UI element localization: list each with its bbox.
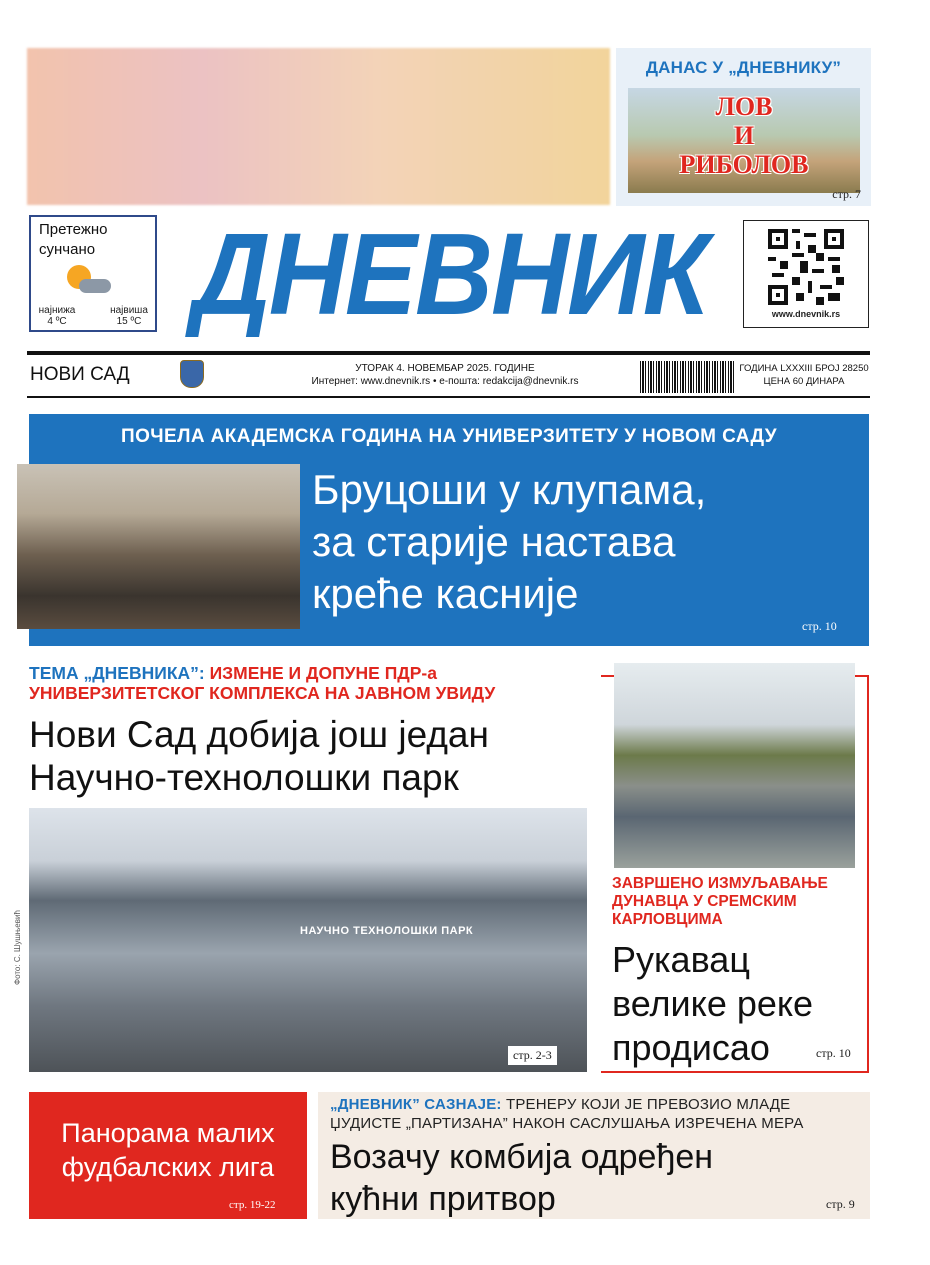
promo-word-3: РИБОЛОВ — [679, 150, 809, 179]
story2-headline[interactable] — [29, 713, 599, 799]
sports-teaser-headline — [37, 1116, 299, 1184]
cloud-icon — [79, 279, 111, 293]
issue-price: ЦЕНА 60 ДИНАРА — [763, 376, 845, 387]
weather-line-2: сунчано — [39, 241, 96, 258]
sports-teaser-page: стр. 19-22 — [229, 1199, 276, 1211]
story4-kicker-label: „ДНЕВНИК” САЗНАЈЕ: — [330, 1096, 506, 1113]
qr-code-icon — [768, 229, 844, 305]
story3-headline-line: Рукавац — [612, 939, 750, 980]
lecture-hall-photo — [17, 464, 300, 629]
promo-word-1: ЛОВ — [715, 92, 773, 121]
city-label: НОВИ САД — [30, 364, 130, 385]
weather-max — [107, 305, 151, 327]
promo-box[interactable] — [616, 48, 871, 206]
photo-credit: Фото: С. Шушњевић — [13, 910, 22, 985]
qr-code-box[interactable] — [743, 220, 869, 328]
story4[interactable] — [318, 1092, 870, 1219]
divider-bottom — [27, 396, 870, 398]
story2-headline-line: Научно-технолошки парк — [29, 757, 459, 798]
story4-headline-line: Возачу комбија одређен — [330, 1138, 714, 1176]
issue-block — [737, 362, 871, 388]
story4-kicker-text: ТРЕНЕРУ КОЈИ ЈЕ ПРЕВОЗИО МЛАДЕ ЏУДИСТЕ „ПАРТИЗАНА” НАКОН САСЛУШАЊА ИЗРЕЧЕНА МЕРА — [330, 1096, 804, 1132]
date-block — [300, 362, 590, 388]
story4-page: стр. 9 — [826, 1197, 855, 1211]
main-headline-line: за старије настава — [312, 518, 676, 565]
sports-headline-line: Панорама малих — [61, 1118, 275, 1148]
main-story-headline[interactable] — [312, 464, 862, 620]
sports-headline-line: фудбалских лига — [61, 1152, 275, 1182]
story2-page: стр. 2-3 — [508, 1046, 557, 1065]
weather-box — [29, 215, 157, 332]
story2-kicker — [29, 663, 589, 703]
contact-line: Интернет: www.dnevnik.rs • е-пошта: redakcija@dnevnik.rs — [311, 376, 579, 387]
main-story-kicker: ПОЧЕЛА АКАДЕМСКА ГОДИНА НА УНИВЕРЗИТЕТУ У НОВОМ САДУ — [121, 426, 777, 447]
main-headline-line: креће касније — [312, 570, 579, 617]
science-park-photo — [29, 808, 587, 1072]
story4-kicker — [330, 1095, 865, 1133]
website-url: www.dnevnik.rs — [771, 309, 841, 319]
issue-number: ГОДИНА LXXXIII БРОЈ 28250 — [739, 363, 869, 374]
story3-page: стр. 10 — [816, 1046, 851, 1060]
story2-kicker-text: ИЗМЕНЕ И ДОПУНЕ ПДР-а УНИВЕРЗИТЕТСКОГ КОМПЛЕКСА НА ЈАВНОМ УВИДУ — [29, 663, 496, 703]
city-crest-icon — [180, 360, 204, 388]
building-sign: НАУЧНО ТЕХНОЛОШКИ ПАРК — [300, 925, 474, 937]
weather-line-1: Претежно — [39, 221, 108, 238]
weather-max-label: највиша — [110, 305, 148, 316]
issue-date: УТОРАК 4. НОВЕМБАР 2025. ГОДИНЕ — [355, 363, 535, 374]
newspaper-masthead: ДНЕВНИК — [192, 209, 708, 339]
main-story-page: стр. 10 — [802, 619, 837, 633]
barcode-icon — [640, 361, 734, 393]
weather-min-value: 4 ºC — [47, 316, 67, 327]
story2-headline-line: Нови Сад добија још један — [29, 714, 489, 755]
story2-kicker-label: ТЕМА „ДНЕВНИКА”: — [29, 663, 210, 683]
dredging-photo — [614, 663, 855, 868]
story4-headline-line: кућни притвор — [330, 1180, 556, 1218]
promo-photo — [628, 88, 860, 193]
weather-min — [35, 305, 79, 327]
story4-headline — [330, 1136, 850, 1220]
promo-title: ДАНАС У „ДНЕВНИКУ” — [645, 58, 842, 77]
sports-teaser[interactable] — [29, 1092, 307, 1219]
blurred-advertisement — [27, 48, 610, 205]
weather-max-value: 15 ºC — [116, 316, 142, 327]
story3-kicker: ЗАВРШЕНО ИЗМУЉАВАЊЕ ДУНАВЦА У СРЕМСКИМ КАРЛОВЦИМА — [612, 875, 828, 928]
main-headline-line: Бруцоши у клупама, — [312, 466, 707, 513]
story3-headline-line: велике реке — [612, 983, 814, 1024]
promo-word-2: И — [733, 121, 755, 150]
divider-top — [27, 351, 870, 355]
promo-page: стр. 7 — [832, 187, 861, 201]
weather-min-label: најнижа — [38, 305, 76, 316]
story3-headline-line: продисао — [612, 1027, 770, 1068]
